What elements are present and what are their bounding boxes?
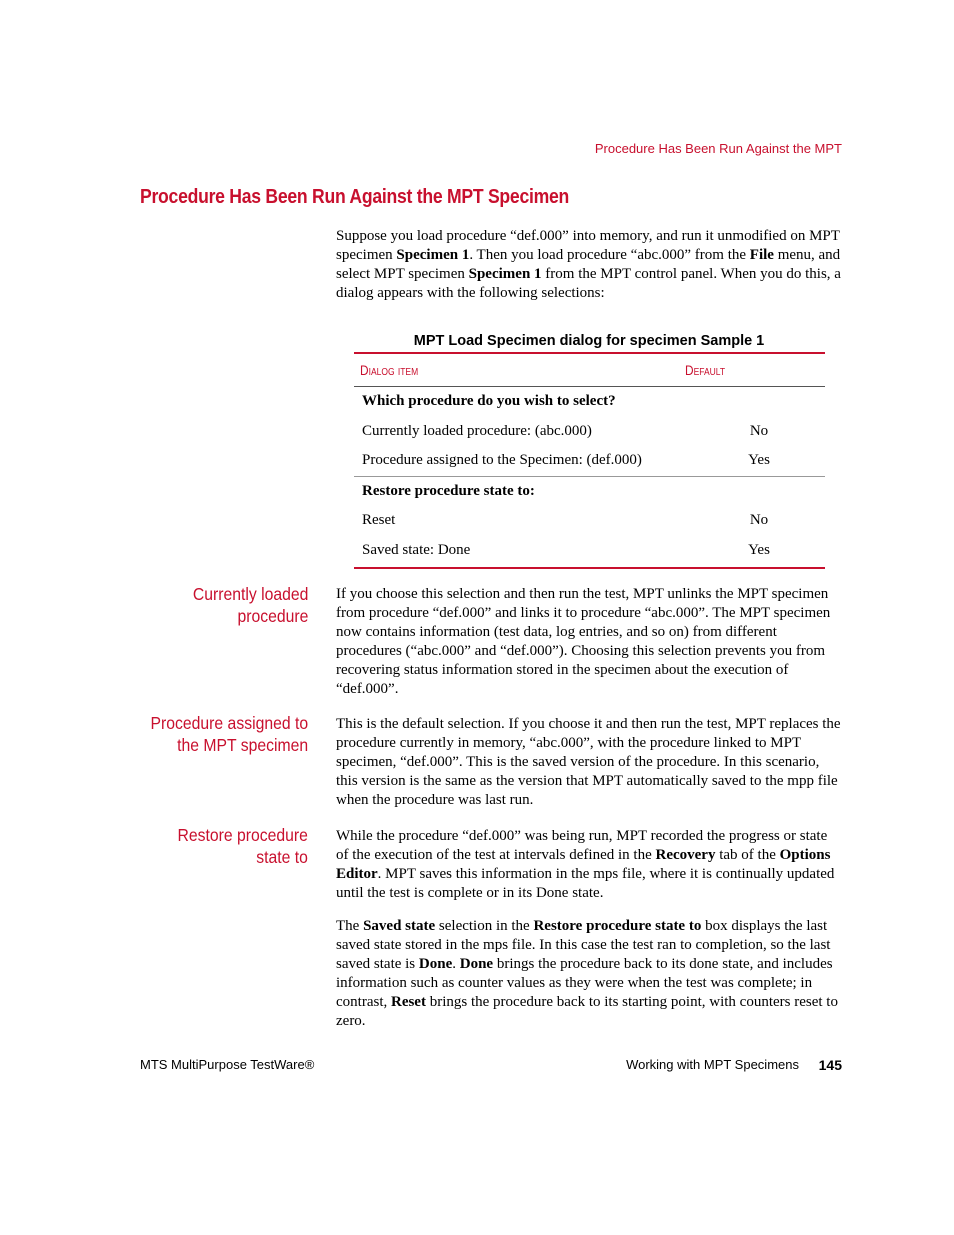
margin-heading-line: Procedure assigned to (150, 713, 308, 733)
column-header-dialog-item: Dialog item (360, 362, 419, 378)
table-row (362, 452, 825, 469)
row-default: Yes (748, 452, 770, 468)
text-run: brings the procedure back to its starting point, with counters reset to zero. (336, 994, 838, 1029)
text-run: brings the procedure back to its done state, and includes information such as counter values as they were when the test was complete; in contrast, (336, 956, 833, 1010)
text-run: box displays the last saved state stored in the mps file. In this case the test ran to completion, so the last saved state is (336, 918, 831, 972)
row-item: Reset (362, 512, 396, 528)
text-run: selection in the (435, 918, 534, 934)
footer-chapter-title: Working with MPT Specimens (626, 1057, 799, 1072)
text-run: tab of the (715, 847, 780, 863)
footer-product-name: MTS MultiPurpose TestWare® (140, 1057, 315, 1072)
text-run: While the procedure “def.000” was being run, MPT recorded the progress or state of the execution of the test at intervals defined in the (336, 828, 828, 863)
margin-heading-line: procedure (237, 606, 308, 626)
margin-heading-currently-loaded (192, 583, 308, 627)
column-header-default: Default (685, 362, 726, 378)
paragraph-restore-state-2 (336, 917, 841, 1031)
row-default: No (749, 512, 769, 528)
margin-heading-line: Currently loaded (192, 584, 308, 604)
bold-run: Reset (390, 994, 426, 1010)
intro-text-4: from the MPT control panel. When you do this, a dialog appears with the following selections: (336, 266, 841, 301)
intro-bold-2: File (749, 247, 774, 263)
paragraph-procedure-assigned: This is the default selection. If you choose it and then run the test, MPT replaces the procedure currently in memory, “abc.000”, with the procedure linked to MPT specimen, “def.000”. This is the saved version of the procedure. In this scenario, this version is the same as the version that MPT automatically saved to the mpp file when the procedure was last run. (336, 716, 841, 808)
margin-heading-line: the MPT specimen (176, 735, 308, 755)
bold-run: Restore procedure state to (533, 918, 702, 934)
intro-text-1: Suppose you load procedure “def.000” into memory, and run it unmodified on MPT specimen (336, 228, 840, 263)
dialog-table (354, 352, 825, 569)
paragraph-currently-loaded: If you choose this selection and then run the test, MPT unlinks the MPT specimen from procedure “def.000” and links it to procedure “abc.000”. The MPT specimen now contains information (test data, log entries, and so on) from different procedures (“abc.000” and “def.000”). Choosing this selection prevents you from recovering status information stored in the specimen about the execution of “def.000”. (336, 586, 831, 697)
text-run: The (336, 918, 364, 934)
table-header (354, 354, 825, 387)
intro-bold-3: Specimen 1 (468, 266, 542, 282)
row-item: Currently loaded procedure: (abc.000) (362, 423, 592, 439)
bold-run: Done (459, 956, 494, 972)
table-group-title (362, 483, 825, 500)
margin-heading-procedure-assigned (150, 712, 308, 756)
text-run: . (452, 956, 460, 972)
page-number: 145 (818, 1057, 842, 1073)
running-head: Procedure Has Been Run Against the MPT (594, 141, 842, 156)
row-item: Saved state: Done (362, 542, 471, 558)
table-group-title (362, 393, 825, 410)
bold-run: Done (418, 956, 453, 972)
bold-run: Recovery (655, 847, 716, 863)
table-row (362, 542, 825, 559)
intro-paragraph (336, 227, 841, 303)
row-default: No (749, 423, 769, 439)
table-group-restore (354, 477, 825, 567)
margin-heading-restore-state (178, 824, 308, 868)
table-caption: MPT Load Specimen dialog for specimen Sample 1 (413, 333, 765, 349)
group-title-text: Restore procedure state to: (362, 483, 535, 499)
margin-heading-line: Restore procedure (177, 825, 308, 845)
bold-run: Options Editor (336, 847, 831, 882)
table-row (362, 512, 825, 529)
bold-run: Saved state (363, 918, 436, 934)
group-title-text: Which procedure do you wish to select? (362, 393, 616, 409)
row-item: Procedure assigned to the Specimen: (def.000) (362, 452, 642, 468)
intro-text-2: . Then you load procedure “abc.000” from the (469, 247, 750, 263)
section-title: Procedure Has Been Run Against the MPT Specimen (140, 186, 569, 208)
table-group-procedure (354, 387, 825, 477)
text-run: . MPT saves this information in the mps file, where it is continually updated until the test is complete or in its Done state. (336, 866, 835, 901)
paragraph-restore-state-1 (336, 827, 841, 903)
table-row (362, 423, 825, 440)
row-default: Yes (748, 542, 770, 558)
intro-text-3: menu, and select MPT specimen (336, 247, 841, 282)
intro-bold-1: Specimen 1 (396, 247, 470, 263)
margin-heading-line: state to (256, 847, 308, 867)
